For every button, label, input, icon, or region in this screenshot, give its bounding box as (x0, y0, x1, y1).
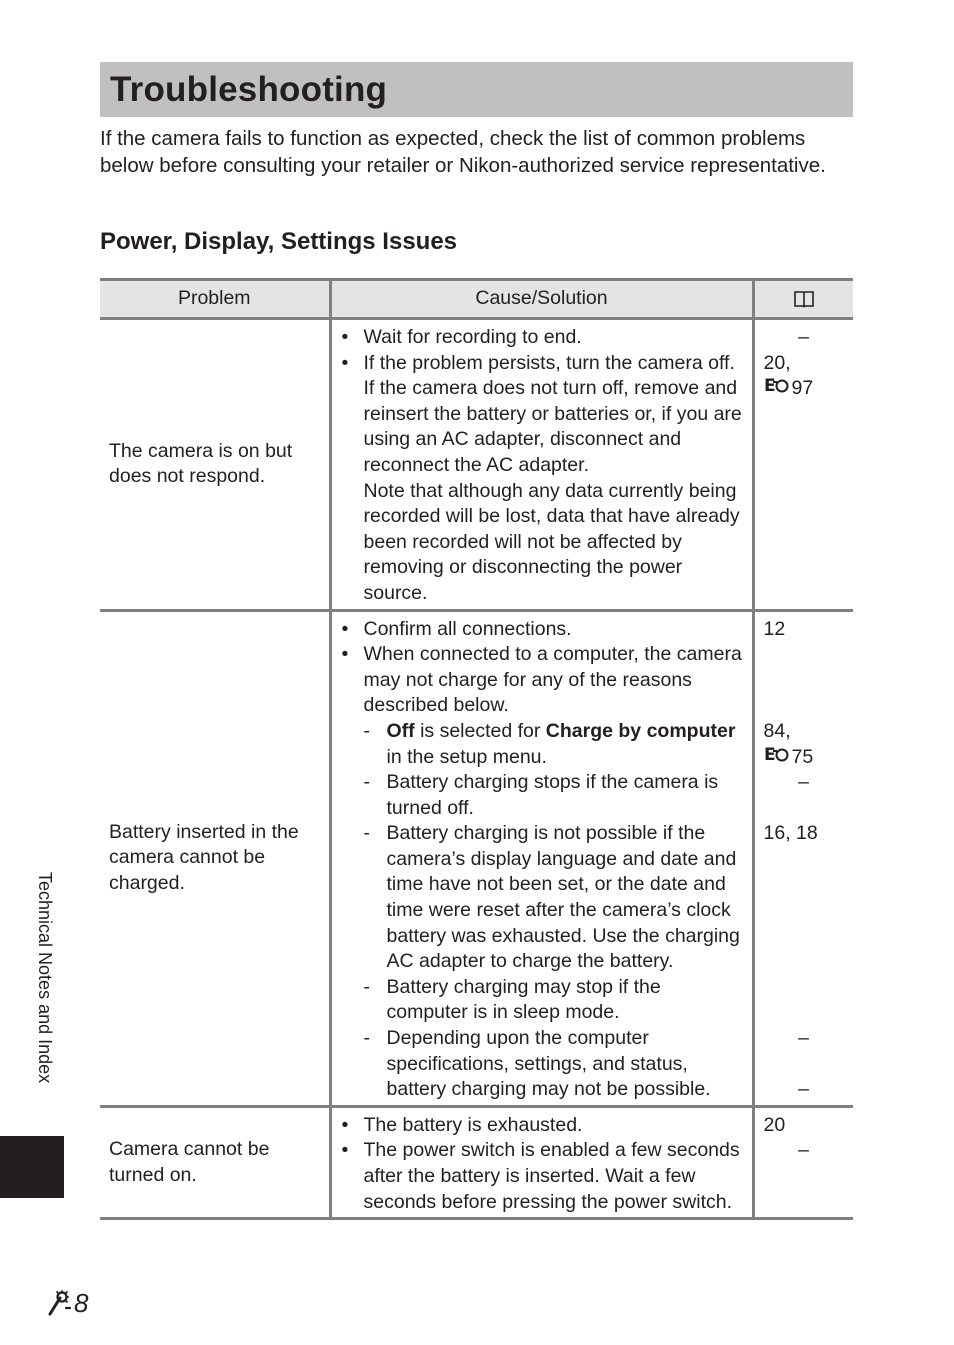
reference-value: – (798, 771, 809, 794)
list-item: • The battery is exhausted. (340, 1113, 746, 1139)
reference-value: 16, 18 (763, 822, 818, 845)
reference-value (764, 745, 846, 771)
section-side-label: Technical Notes and Index (35, 872, 55, 1084)
list-item (340, 351, 746, 607)
reference-cell (753, 319, 853, 611)
sub-list-item: - Battery charging is not possible if the camera’s display language and date and time have not been set, or the date and time were reset after the camera’s clock battery was exhausted. Use the charging AC adapter to charge the battery. (340, 821, 746, 975)
list-item: • The power switch is enabled a few seconds after the battery is inserted. Wait a few seconds before pressing the power switch. (340, 1138, 746, 1215)
sub-list-item: - Off is selected for Charge by computer in the setup menu. (340, 719, 746, 770)
header-problem: Problem (100, 280, 330, 319)
charge-by-computer-label: Charge by computer (545, 719, 736, 742)
table-row (100, 319, 853, 611)
technical-notes-icon (46, 1290, 72, 1318)
reference-cell (753, 1106, 853, 1218)
reference-section-icon (764, 745, 792, 763)
sub-list-item: - Battery charging may stop if the computer is in sleep mode. (340, 975, 746, 1026)
list-item: • Wait for recording to end. (340, 325, 746, 351)
svg-text:E: E (763, 376, 775, 395)
list-item-note: Note that although any data currently being recorded will be lost, data that have already been recorded will not be affected by removing or disconnecting the power source. (363, 479, 740, 604)
list-item: • Confirm all connections. (340, 617, 746, 643)
problem-cell: The camera is on but does not respond. (100, 319, 330, 611)
reference-value: 84, (763, 719, 791, 742)
problem-cell: Battery inserted in the camera cannot be charged. (100, 610, 330, 1106)
list-item-text: • If the problem persists, turn the camera off. If the camera does not turn off, remove and reinsert the battery or batteries or, if you are using an AC adapter, disconnect and reconnect the AC adapter. (363, 351, 742, 476)
option-off-label: Off (386, 719, 415, 742)
reference-value: 12 (763, 617, 786, 640)
reference-value: – (798, 1139, 809, 1162)
reference-page: 97 (791, 377, 814, 400)
svg-text:E: E (763, 744, 775, 763)
reference-value: – (798, 1027, 809, 1050)
section-title: Power, Display, Settings Issues (100, 228, 458, 255)
sub-list-item: - Depending upon the computer specifications, settings, and status, battery charging may not be possible. (340, 1026, 746, 1103)
table-row (100, 610, 853, 1106)
reference-value: 20, (763, 351, 791, 374)
section-tab-marker (0, 1136, 64, 1198)
intro-paragraph: If the camera fails to function as expected, check the list of common problems below before consulting your retailer or Nikon-authorized service representative. (100, 127, 826, 177)
header-reference (753, 280, 853, 319)
reference-section-icon (764, 376, 792, 394)
title-bar (100, 62, 853, 117)
reference-value: 20 (763, 1113, 786, 1136)
reference-cell (753, 610, 853, 1106)
header-cause-solution: Cause/Solution (330, 280, 753, 319)
table-row (100, 1106, 853, 1218)
reference-value (764, 376, 846, 402)
problem-cell: Camera cannot be turned on. (100, 1106, 330, 1218)
page-number-value: 8 (74, 1288, 89, 1318)
cause-cell (330, 1106, 753, 1218)
table-header-row (100, 280, 853, 319)
page-number (46, 1288, 88, 1319)
reference-page: 75 (791, 745, 814, 768)
sub-list-item: - Battery charging stops if the camera is turned off. (340, 770, 746, 821)
book-icon (793, 289, 815, 309)
cause-cell (330, 319, 753, 611)
list-item: • When connected to a computer, the camera may not charge for any of the reasons described below. (340, 642, 746, 719)
page-title: Troubleshooting (110, 70, 388, 109)
cause-cell (330, 610, 753, 1106)
troubleshooting-table (100, 278, 853, 1220)
reference-value: – (798, 326, 809, 348)
reference-value: – (798, 1078, 809, 1101)
